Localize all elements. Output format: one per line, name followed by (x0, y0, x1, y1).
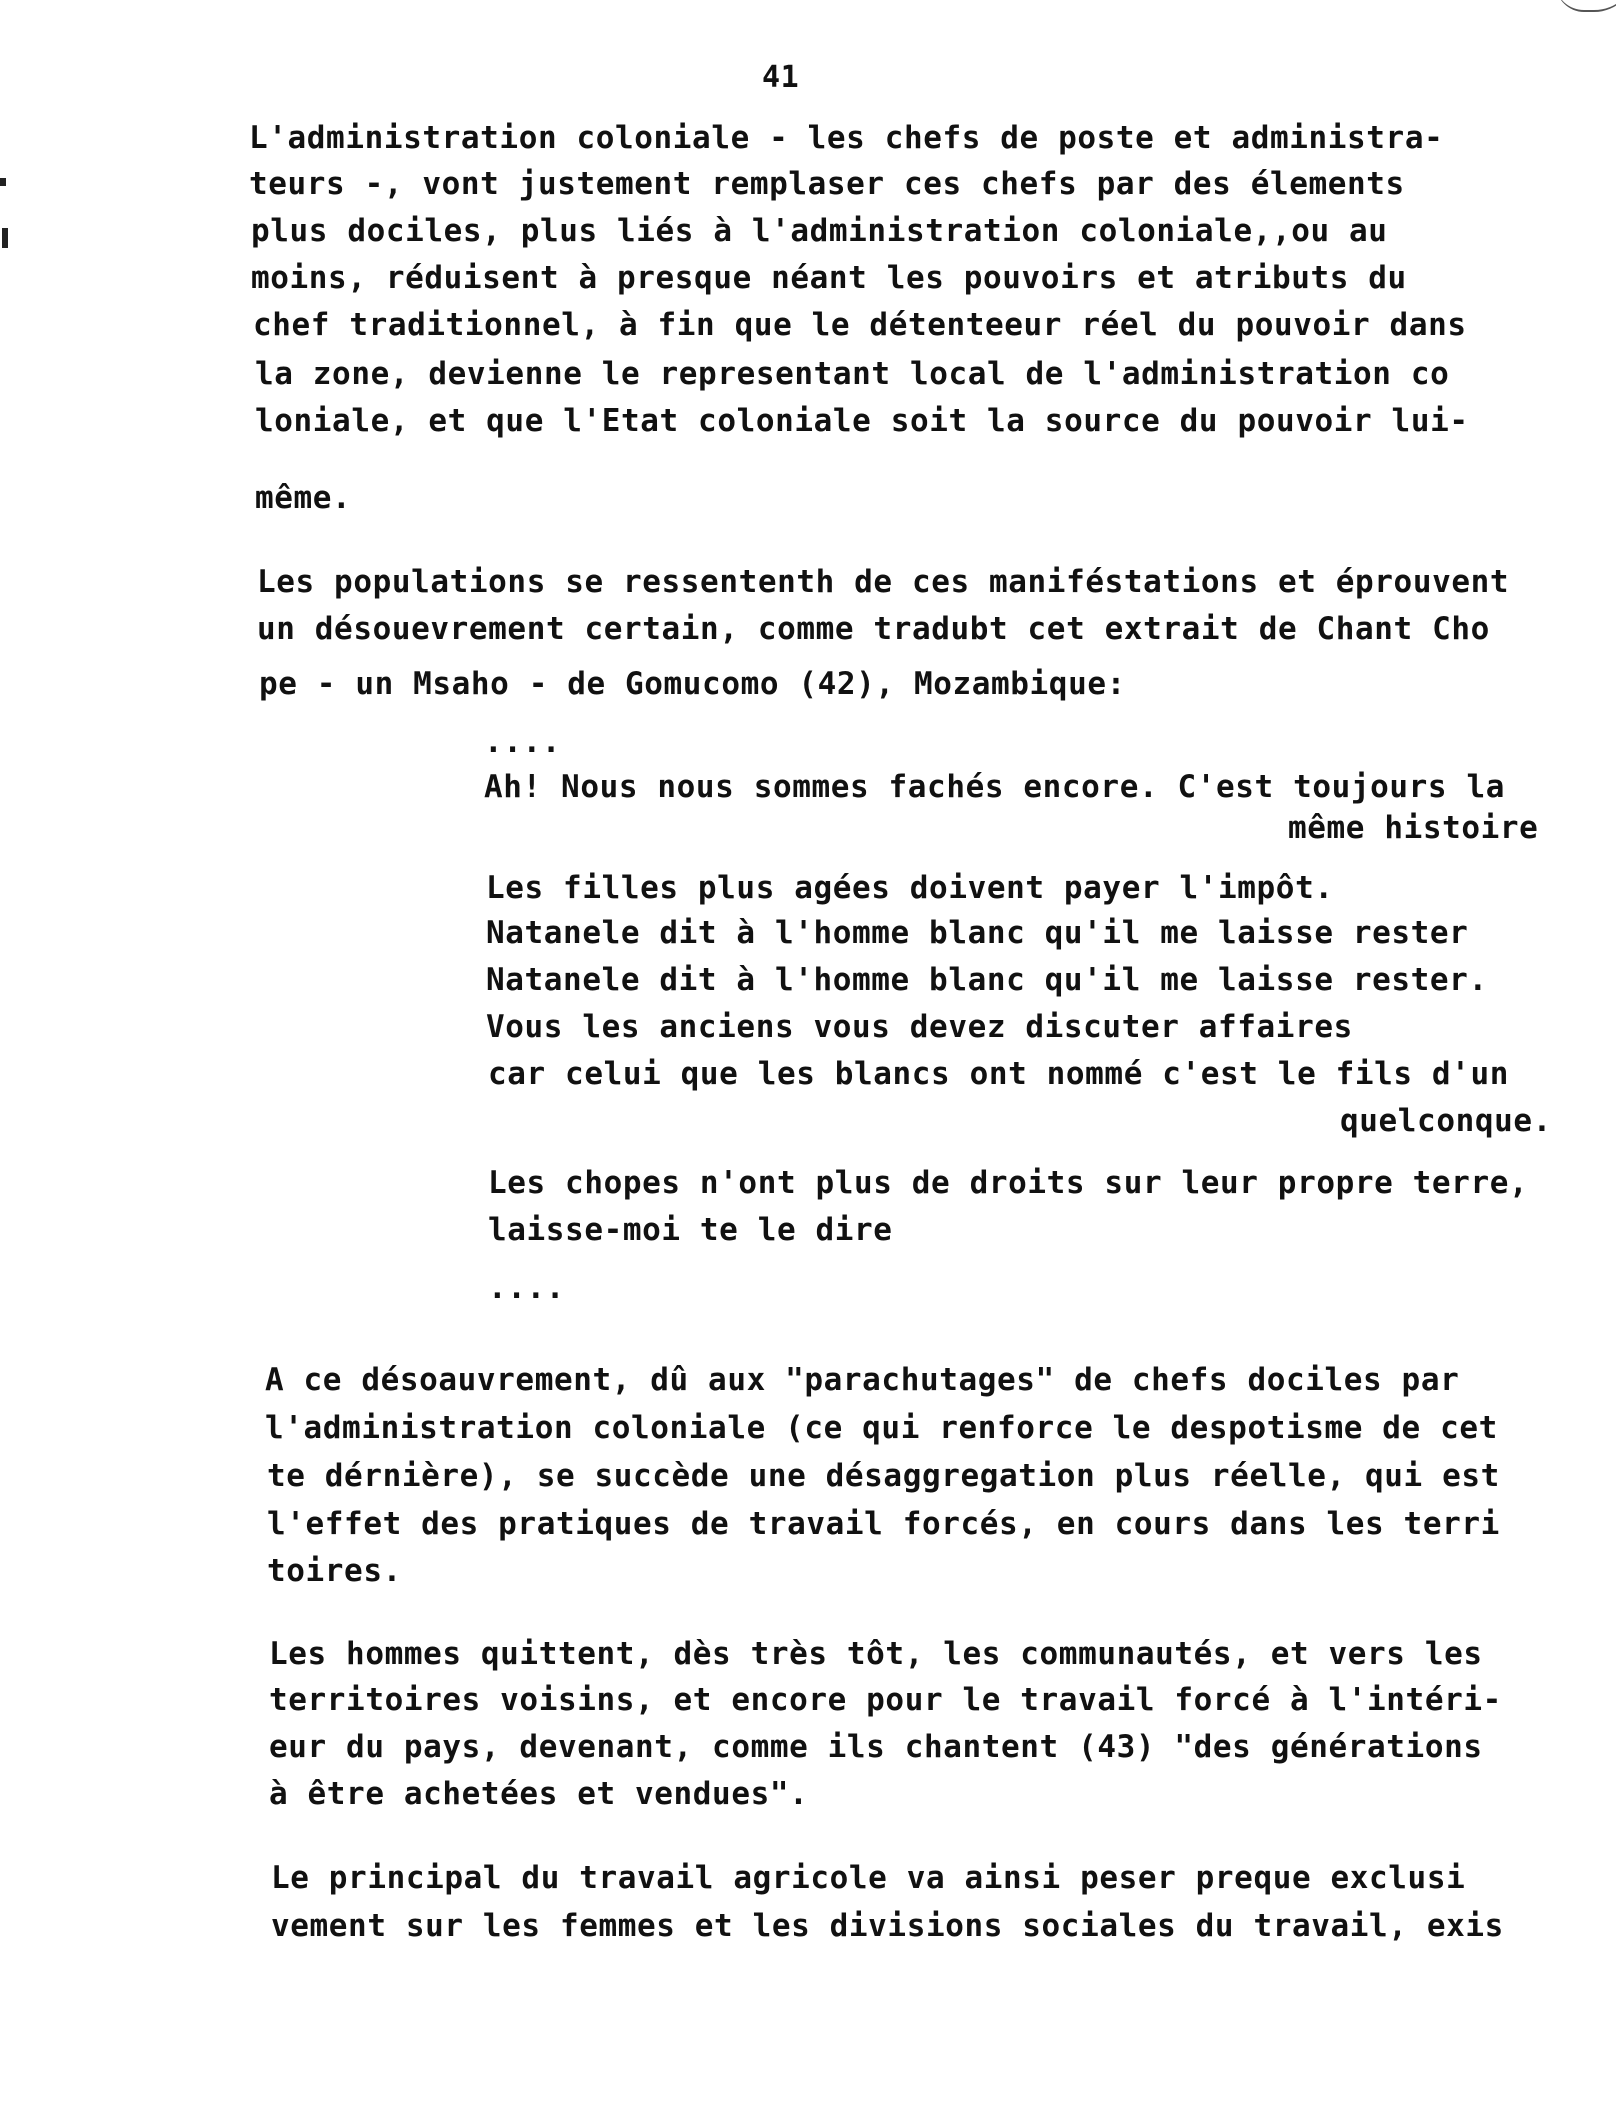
text-line: vement sur les femmes et les divisions sociales du travail, exis (271, 1908, 1504, 1944)
poem-line: Les chopes n'ont plus de droits sur leur propre terre, (488, 1165, 1529, 1201)
text-line: même. (255, 480, 352, 516)
margin-mark (2, 228, 8, 248)
text-line: L'administration coloniale - les chefs de poste et administra- (249, 120, 1444, 156)
text-line: territoires voisins, et encore pour le travail forcé à l'intéri- (269, 1682, 1502, 1718)
text-line: loniale, et que l'Etat coloniale soit la source du pouvoir lui- (255, 403, 1469, 439)
page-corner-mark (1556, 0, 1616, 12)
text-line: A ce désoauvrement, dû aux "parachutages" de chefs dociles par (265, 1362, 1460, 1398)
poem-line: .... (488, 1270, 566, 1306)
text-line: eur du pays, devenant, comme ils chantent (43) "des générations (269, 1729, 1483, 1765)
poem-line: car celui que les blancs ont nommé c'est le fils d'un (488, 1056, 1509, 1092)
text-line: chef traditionnel, à fin que le détenteeur réel du pouvoir dans (253, 307, 1467, 343)
text-line: à être achetées et vendues". (269, 1776, 809, 1812)
poem-line: même histoire (1288, 810, 1539, 846)
poem-line: Vous les anciens vous devez discuter affaires (486, 1009, 1353, 1045)
poem-line: Les filles plus agées doivent payer l'impôt. (486, 870, 1334, 906)
text-line: te dérnière), se succède une désaggregation plus réelle, qui est (267, 1458, 1500, 1494)
text-line: pe - un Msaho - de Gomucomo (42), Mozambique: (259, 666, 1126, 702)
text-line: moins, réduisent à presque néant les pouvoirs et atributs du (251, 260, 1407, 296)
text-line: teurs -, vont justement remplaser ces chefs par des élements (249, 166, 1405, 202)
text-line: l'effet des pratiques de travail forcés, en cours dans les terri (267, 1506, 1500, 1542)
page-number: 41 (762, 60, 800, 95)
poem-line: laisse-moi te le dire (488, 1212, 893, 1248)
poem-line: quelconque. (1340, 1103, 1552, 1139)
margin-mark (0, 178, 6, 186)
text-line: l'administration coloniale (ce qui renforce le despotisme de cet (265, 1410, 1498, 1446)
text-line: toires. (267, 1553, 402, 1589)
text-line: la zone, devienne le representant local de l'administration co (255, 356, 1450, 392)
text-line: plus dociles, plus liés à l'administration coloniale,,ou au (251, 213, 1388, 249)
text-line: Les populations se ressententh de ces maniféstations et éprouvent (257, 564, 1510, 600)
text-line: un désouevrement certain, comme tradubt cet extrait de Chant Cho (257, 611, 1490, 647)
poem-line: Natanele dit à l'homme blanc qu'il me laisse rester (486, 915, 1469, 951)
poem-line: .... (484, 724, 562, 760)
text-line: Les hommes quittent, dès très tôt, les communautés, et vers les (269, 1636, 1483, 1672)
poem-line: Natanele dit à l'homme blanc qu'il me laisse rester. (486, 962, 1488, 998)
poem-line: Ah! Nous nous sommes fachés encore. C'est toujours la (484, 769, 1505, 805)
text-line: Le principal du travail agricole va ainsi peser preque exclusi (271, 1860, 1466, 1896)
